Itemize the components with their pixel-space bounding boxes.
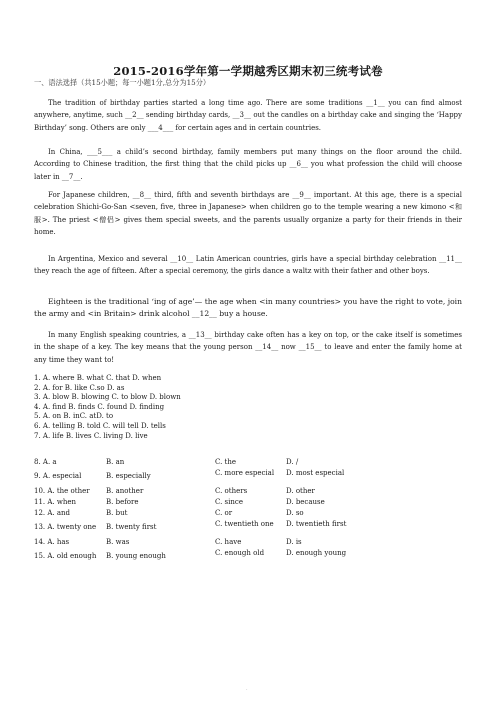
option-line: 1. A. where B. what C. that D. when (34, 374, 162, 382)
option-cell: D. enough young (286, 549, 347, 557)
option-cell: B. twenty first (106, 523, 157, 531)
option-cell: C. or (215, 509, 233, 517)
option-cell: B. young enough (106, 552, 166, 560)
option-row (34, 487, 474, 498)
option-cell: C. since (215, 498, 243, 506)
option-cell: D. twentieth first (286, 520, 347, 528)
option-cell: 10. A. the other (34, 487, 90, 495)
option-row (34, 498, 474, 509)
options-list (34, 374, 181, 441)
option-cell: C. the (215, 458, 237, 466)
option-cell: 12. A. and (34, 509, 71, 517)
passage-paragraph-3: For Japanese children, __8__ third, fifth and seventh birthdays are __9__ important. At this age, there is a special celebration Shichi-Go-San <seven, five, three in Japanese> when children go to the temple wearing a new kimono <和服>. The priest <僧侣> gives them special sweets, and the parents usually organize a party for their friends in their home. (34, 191, 462, 237)
option-cell: 14. A. has (34, 538, 70, 546)
option-cell: 13. A. twenty one (34, 523, 97, 531)
option-cell: D. most especial (286, 469, 345, 477)
exam-title: 2015-2016学年第一学期越秀区期末初三统考试卷 (113, 64, 383, 78)
option-row (34, 469, 474, 481)
option-cell: D. / (286, 458, 299, 466)
option-cell: B. but (106, 509, 128, 517)
option-line: 3. A. blow B. blowing C. to blow D. blown (34, 393, 181, 402)
option-cell: D. so (286, 509, 304, 517)
option-row (34, 458, 474, 469)
option-cell: 15. A. old enough (34, 552, 97, 560)
option-line: 6. A. telling B. told C. will tell D. tells (34, 421, 166, 430)
option-cell: D. because (286, 498, 325, 506)
option-cell: D. is (286, 538, 302, 546)
passage-paragraph-4: In Argentina, Mexico and several __10__ Latin American countries, girls have a special birthday celebration __11__ they reach the age of fifteen. After a special ceremony, the girls dance a waltz with their father and other boys. (34, 255, 462, 276)
option-line: 7. A. life B. lives C. living D. live (34, 431, 148, 440)
option-cell: C. twentieth one (215, 520, 274, 528)
passage-paragraph-5: Eighteen is the traditional ‘ing of age’— the age when <in many countries> you have the right to vote, join the army and <in Britain> drink alcohol __12__ buy a house. (34, 297, 462, 319)
option-cell: B. before (106, 498, 139, 506)
option-cell: B. an (106, 458, 125, 466)
option-cell: 8. A. a (34, 458, 57, 466)
option-cell: B. especially (106, 472, 151, 480)
option-cell: C. have (215, 538, 242, 546)
option-line: 5. A. on B. inC. atD. to (34, 412, 114, 421)
option-cell: C. enough old (215, 549, 265, 557)
option-line: 4. A. find B. finds C. found D. finding (34, 402, 165, 411)
passage-paragraph-1: The tradition of birthday parties started a long time ago. There are some traditions __1__ you can find almost anywhere, anytime, such __2__ sending birthday cards, __3__ out the candles on a birthday cake and singing the ‘Happy Birthday’ song. Others are only ___4___ for certain ages and in certain countries. (34, 99, 462, 132)
option-cell: C. more especial (215, 469, 275, 477)
option-cell: 11. A. when (34, 498, 77, 506)
footer-mark: . (246, 686, 248, 692)
option-cell: 9. A. especial (34, 472, 82, 480)
option-cell: C. others (215, 487, 248, 495)
options-grid (34, 458, 474, 561)
section-heading: 一、语法选择（共15小题；每一小题1分,总分为15分） (34, 78, 211, 87)
passage-paragraph-6: In many English speaking countries, a __13__ birthday cake often has a key on top, or the cake itself is sometimes in the shape of a key. The key means that the young person __14__ now __15__ to leave and enter the family home at any time they want to! (34, 331, 462, 364)
option-line: 2. A. for B. like C.so D. as (34, 383, 125, 392)
option-row (34, 549, 474, 561)
option-row (34, 509, 474, 520)
option-row (34, 520, 474, 532)
passage-paragraph-2: In China, ___5___ a child’s second birthday, family members put many things on the floor around the child. According to Chinese tradition, the first thing that the child picks up __6__ you what profession the child will choose later in __7__. (34, 148, 462, 181)
option-cell: B. another (106, 487, 144, 495)
option-row (34, 538, 474, 549)
option-cell: D. other (286, 487, 315, 495)
option-cell: B. was (106, 538, 130, 546)
